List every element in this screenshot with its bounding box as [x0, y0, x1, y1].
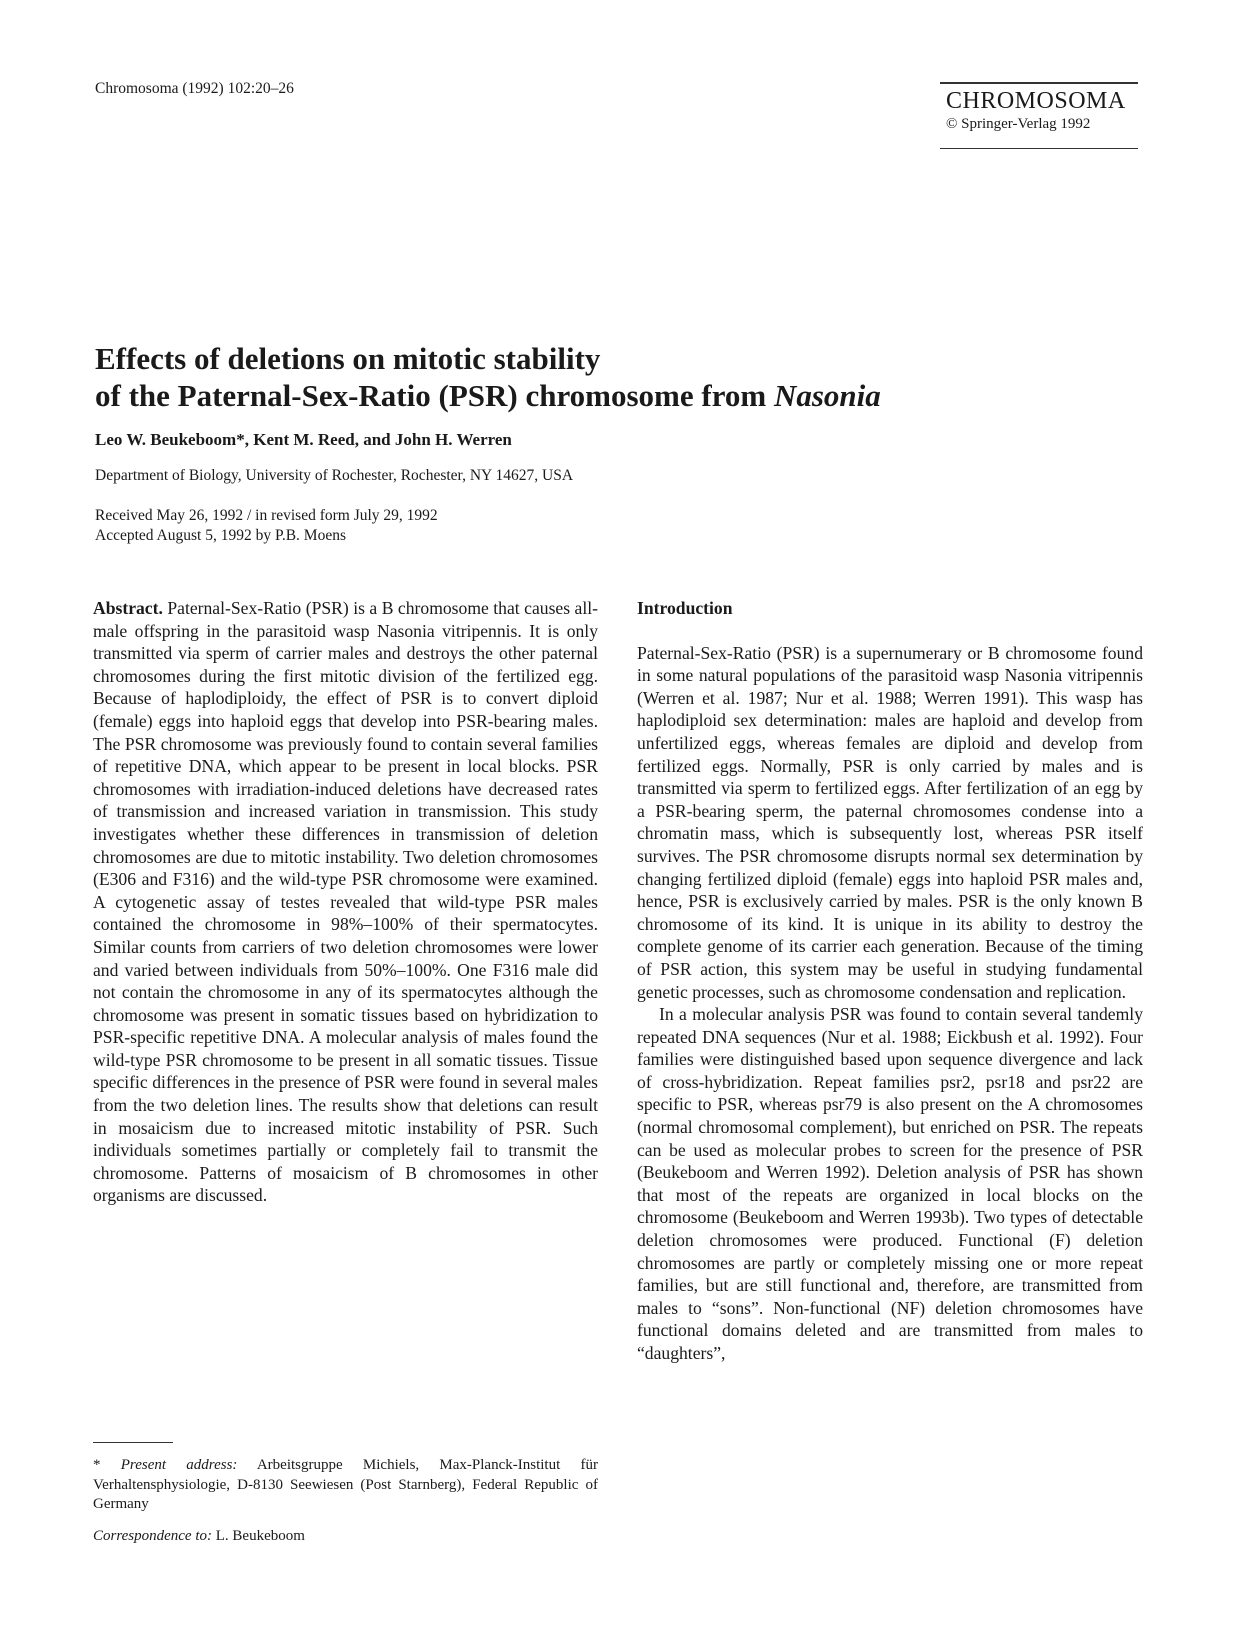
authors: Leo W. Beukeboom*, Kent M. Reed, and John H. Werren: [95, 430, 512, 449]
introduction-paragraph-2: In a molecular analysis PSR was found to contain several tandemly repeated DNA sequences (Nur et al. 1988; Eickbush et al. 1992). Four families were distinguished based upon sequence divergence and lack of cross-hybridization. Repeat families psr2, psr18 and psr22 are specific to PSR, whereas psr79 is also present on the A chromosomes (normal chromosomal complement), but enriched on PSR. The repeats can be used as molecular probes to screen for the presence of PSR (Beukeboom and Werren 1992). Deletion analysis of PSR has shown that most of the repeats are organized in local blocks on the chromosome (Beukeboom and Werren 1993b). Two types of detectable deletion chromosomes were produced. Functional (F) deletion chromosomes are partly or completely missing one or more repeat families, but are still functional and, therefore, are transmitted from males to “sons”. Non-functional (NF) deletion chromosomes have functional domains deleted and are transmitted from males to “daughters”,: [637, 1004, 1143, 1363]
footnote-text: Arbeitsgruppe Michiels, Max-Planck-Institut für Verhaltensphysiologie, D-8130 Seewiesen (Post Starnberg), Federal Republic of Germany: [93, 1457, 598, 1512]
masthead-top-rule: [940, 82, 1138, 84]
received-date: Received May 26, 1992 / in revised form July 29, 1992: [95, 507, 438, 524]
correspondence-name: L. Beukeboom: [215, 1528, 305, 1544]
article-title: [95, 340, 1155, 414]
correspondence: [93, 1528, 305, 1545]
title-line-1: Effects of deletions on mitotic stability: [95, 341, 601, 376]
journal-name: CHROMOSOMA: [946, 87, 1126, 114]
footnote: [93, 1456, 598, 1515]
title-line-2-text: of the Paternal-Sex-Ratio (PSR) chromosome from: [95, 378, 774, 413]
article-dates: [95, 506, 438, 546]
abstract-label: Abstract.: [93, 598, 163, 618]
journal-masthead: [940, 82, 1138, 149]
affiliation: Department of Biology, University of Rochester, Rochester, NY 14627, USA: [95, 467, 574, 484]
introduction-heading: Introduction: [637, 598, 733, 618]
footnote-label: Present address:: [120, 1457, 238, 1473]
footnote-rule: [93, 1442, 173, 1443]
title-line-2: [95, 377, 1155, 414]
title-genus: Nasonia: [773, 378, 881, 413]
introduction-paragraph-1: Paternal-Sex-Ratio (PSR) is a supernumerary or B chromosome found in some natural populations of the parasitoid wasp Nasonia vitripennis (Werren et al. 1987; Nur et al. 1988; Werren 1991). This wasp has haplodiploid sex determination: males are haploid and develop from unfertilized eggs, whereas females are diploid and develop from fertilized eggs. Normally, PSR is only carried by males and is transmitted via sperm to fertilized eggs. After fertilization of an egg by a PSR-bearing sperm, the paternal chromosomes condense into a chromatin mass, which is subsequently lost, whereas PSR itself survives. The PSR chromosome disrupts normal sex determination by changing fertilized diploid (female) eggs into haploid PSR males and, hence, PSR is exclusively carried by males. PSR is the only known B chromosome of its kind. It is unique in its ability to destroy the complete genome of its carrier each generation. Because of the timing of PSR action, this system may be useful in studying fundamental genetic processes, such as chromosome condensation and replication.: [637, 642, 1143, 1002]
accepted-date: Accepted August 5, 1992 by P.B. Moens: [95, 527, 347, 544]
correspondence-label: Correspondence to:: [93, 1528, 213, 1544]
abstract-section: [93, 597, 598, 1207]
journal-citation: Chromosoma (1992) 102:20–26: [95, 80, 294, 97]
introduction-section: [637, 597, 1143, 1365]
publisher-copyright: © Springer-Verlag 1992: [946, 115, 1091, 132]
abstract-text: Paternal-Sex-Ratio (PSR) is a B chromosome that causes all-male offspring in the parasitoid wasp Nasonia vitripennis. It is only transmitted via sperm of carrier males and destroys the other paternal chromosomes during the first mitotic division of the fertilized egg. Because of haplodiploidy, the effect of PSR is to convert diploid (female) eggs into haploid eggs that develop into PSR-bearing males. The PSR chromosome was previously found to contain several families of repetitive DNA, which appear to be present in local blocks. PSR chromosomes with irradiation-induced deletions have decreased rates of transmission and increased variation in transmission. This study investigates whether these differences in transmission of deletion chromosomes are due to mitotic instability. Two deletion chromosomes (E306 and F316) and the wild-type PSR chromosome were examined. A cytogenetic assay of testes revealed that wild-type PSR males contained the chromosome in 98%–100% of their spermatocytes. Similar counts from carriers of two deletion chromosomes were lower and varied between individuals from 50%–100%. One F316 male did not contain the chromosome in any of its spermatocytes although the chromosome was present in somatic tissues based on hybridization to PSR-specific repetitive DNA. A molecular analysis of males found the wild-type PSR chromosome to be present in all somatic tissues. Tissue specific differences in the presence of PSR were found in several males from the two deletion lines. The results show that deletions can result in mosaicism due to increased mitotic instability of PSR. Such individuals sometimes partially or completely fail to transmit the chromosome. Patterns of mosaicism of B chromosomes in other organisms are discussed.: [93, 598, 598, 1206]
masthead-bottom-rule: [940, 148, 1138, 150]
footnote-marker: *: [93, 1457, 101, 1473]
